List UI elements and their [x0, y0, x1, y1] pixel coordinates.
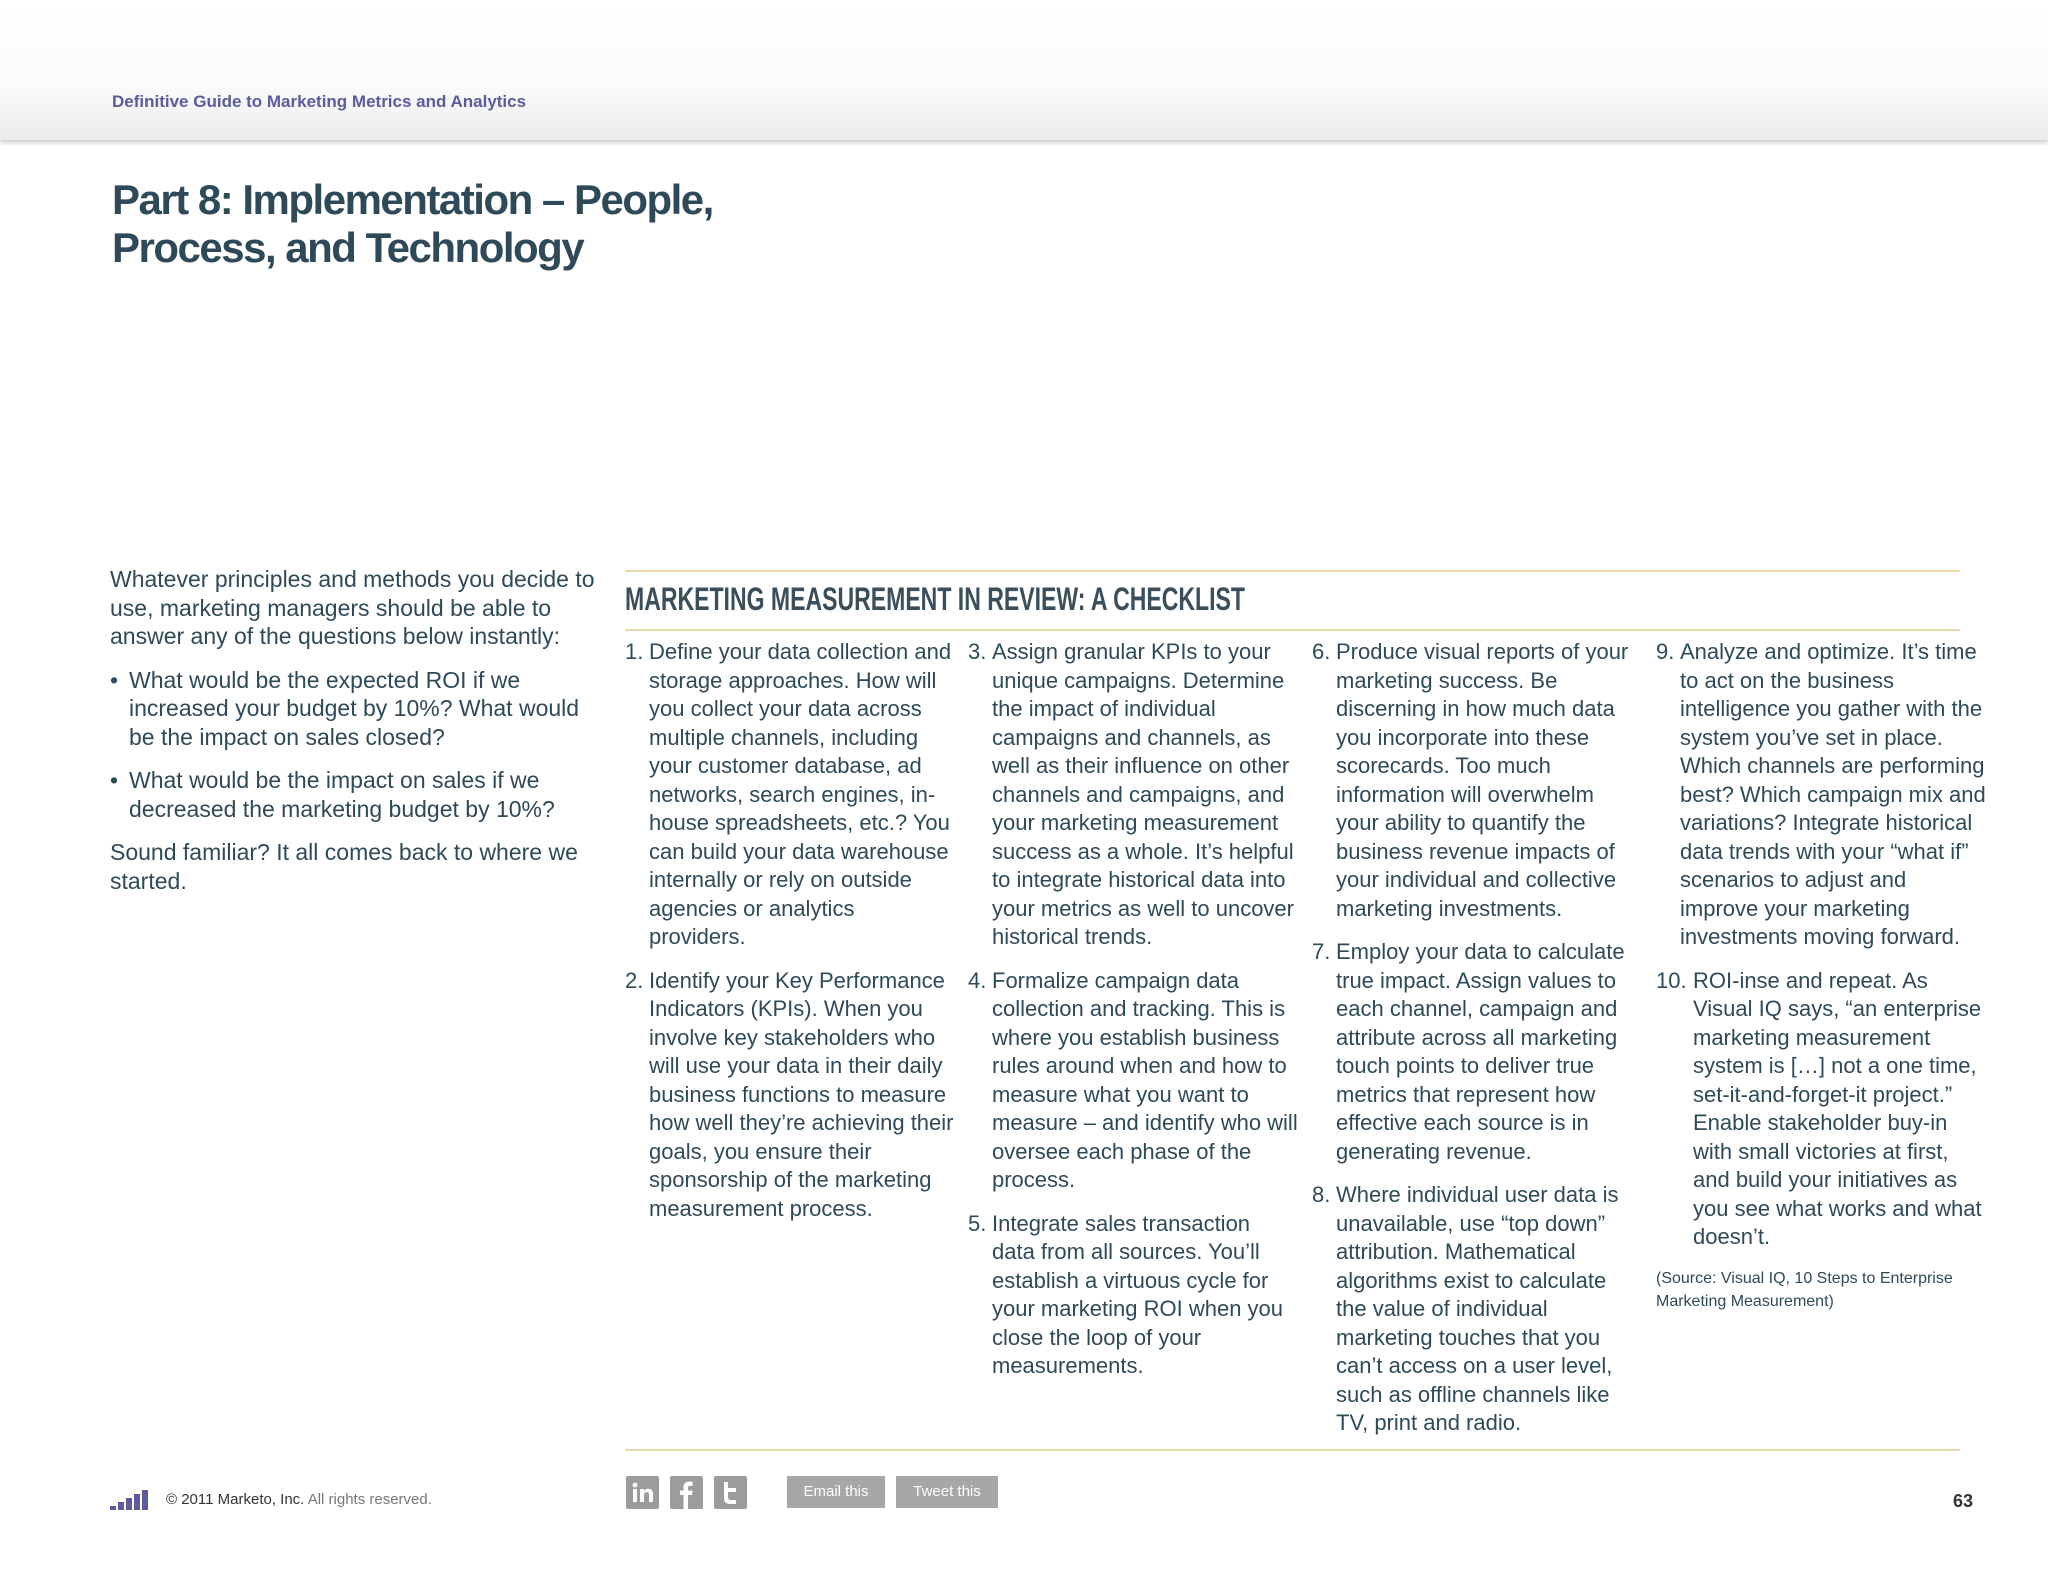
- logo-bar: [142, 1490, 148, 1510]
- intro-paragraph: Whatever principles and methods you decide to use, marketing managers should be able to answer any of the questions below instantly:: [110, 566, 595, 649]
- item-text: Formalize campaign data collection and tracking. This is where you establish business rules around when and how to measure what you want to measure – and identify who will oversee each phase of the process.: [992, 967, 1298, 1192]
- copyright-text: © 2011 Marketo, Inc.: [166, 1491, 305, 1508]
- item-text: ROI-inse and repeat. As Visual IQ says, “an enterprise marketing measurement system is […] not a one time, set-it-and-forget-it project.” Enable stakeholder buy-in with small victories at first, and build your initiatives as you see what works and what doesn’t.: [1693, 967, 1982, 1249]
- checklist-item: [1312, 638, 1642, 923]
- question-text: What would be the expected ROI if we increased your budget by 10%? What would be the impact on sales closed?: [129, 666, 580, 750]
- question-item: [110, 766, 600, 823]
- item-number: 2.: [625, 967, 644, 993]
- linkedin-icon[interactable]: [626, 1476, 659, 1509]
- item-text: Where individual user data is unavailable, use “top down” attribution. Mathematical algorithms exist to calculate the value of individual marketing touches that you can’t access on a user level, such as offline channels like TV, print and radio.: [1336, 1182, 1619, 1435]
- intro-section: [110, 565, 600, 910]
- logo-bar: [110, 1506, 116, 1510]
- bullet-icon: •: [110, 666, 119, 693]
- item-text: Define your data collection and storage approaches. How will you collect your data across multiple channels, including your customer database, ad networks, search engines, in-house spreadsheets, etc.? You can build your data warehouse internally or rely on outside agencies or analytics providers.: [649, 639, 952, 949]
- item-number: 9.: [1656, 639, 1675, 664]
- header-band: [0, 0, 2048, 140]
- question-text: What would be the impact on sales if we decreased the marketing budget by 10%?: [129, 767, 555, 822]
- twitter-icon[interactable]: [714, 1476, 747, 1509]
- checklist-item: [968, 967, 1298, 1195]
- rights-text: All rights reserved.: [307, 1491, 432, 1508]
- checklist-bottom-rule: [625, 1449, 1960, 1451]
- item-number: 3.: [968, 639, 987, 664]
- checklist-item: [968, 1210, 1298, 1381]
- document-title: Definitive Guide to Marketing Metrics and Analytics: [112, 92, 527, 111]
- item-text: Assign granular KPIs to your unique campaigns. Determine the impact of individual campaigns and channels, as well as their influence on other channels and campaigns, and your marketing measurement success as a whole. It’s helpful to integrate historical data into your metrics as well to uncover historical trends.: [992, 639, 1294, 949]
- checklist-column-2: [968, 638, 1298, 1396]
- page-title-line2: Process, and Technology: [112, 224, 584, 271]
- checklist-title-rule: [625, 629, 1960, 631]
- item-number: 10.: [1656, 967, 1687, 993]
- item-number: 7.: [1312, 939, 1331, 964]
- page-number: 63: [1953, 1491, 1974, 1511]
- item-number: 5.: [968, 1210, 987, 1236]
- question-item: [110, 666, 600, 752]
- checklist-item: [968, 638, 1298, 952]
- checklist-item: [1656, 638, 1986, 952]
- checklist-item: [1312, 938, 1642, 1166]
- checklist-top-rule: [625, 570, 1960, 572]
- checklist-item: [1312, 1181, 1642, 1438]
- page-title: [112, 176, 812, 272]
- logo-bar: [118, 1502, 124, 1510]
- checklist-item: [625, 638, 955, 952]
- item-number: 6.: [1312, 639, 1331, 664]
- checklist-item: [625, 967, 955, 1224]
- page-title-line1: Part 8: Implementation – People,: [112, 176, 713, 223]
- checklist-column-4: [1656, 638, 1986, 1313]
- marketo-logo: [110, 1490, 150, 1512]
- tweet-this-button[interactable]: Tweet this: [896, 1476, 998, 1508]
- item-text: Employ your data to calculate true impact. Assign values to each channel, campaign and attribute across all marketing touch points to deliver true metrics that represent how effective each source is in generating revenue.: [1336, 939, 1625, 1164]
- facebook-icon[interactable]: [670, 1476, 703, 1509]
- copyright: [166, 1491, 432, 1508]
- closing-paragraph: Sound familiar? It all comes back to where we started.: [110, 839, 578, 894]
- item-number: 4.: [968, 967, 987, 993]
- item-number: 8.: [1312, 1182, 1331, 1207]
- item-text: Analyze and optimize. It’s time to act on the business intelligence you gather with the system you’ve set in place. Which channels are performing best? Which campaign mix and variations? Integrate historical data trends with your “what if” scenarios to adjust and improve your marketing investments moving forward.: [1680, 639, 1986, 949]
- checklist-column-1: [625, 638, 955, 1238]
- logo-bar: [126, 1498, 132, 1510]
- item-text: Identify your Key Performance Indicators (KPIs). When you involve key stakeholders who will use your data in their daily business functions to measure how well they’re achieving their goals, you ensure their sponsorship of the marketing measurement process.: [649, 967, 954, 1221]
- question-list: [110, 666, 600, 824]
- item-text: Produce visual reports of your marketing success. Be discerning in how much data you incorporate into these scorecards. Too much information will overwhelm your ability to quantify the business revenue impacts of your individual and collective marketing investments.: [1336, 639, 1629, 921]
- source-citation: (Source: Visual IQ, 10 Steps to Enterprise Marketing Measurement): [1656, 1269, 1953, 1310]
- logo-bar: [134, 1494, 140, 1510]
- bullet-icon: •: [110, 767, 119, 793]
- checklist-title: MARKETING MEASUREMENT IN REVIEW: A CHECKLIST: [625, 581, 1245, 617]
- checklist-column-3: [1312, 638, 1642, 1453]
- email-this-button[interactable]: Email this: [787, 1476, 885, 1508]
- item-number: 1.: [625, 639, 644, 664]
- item-text: Integrate sales transaction data from all sources. You’ll establish a virtuous cycle for your marketing ROI when you close the loop of your measurements.: [992, 1210, 1284, 1378]
- checklist-item: [1656, 967, 1986, 1252]
